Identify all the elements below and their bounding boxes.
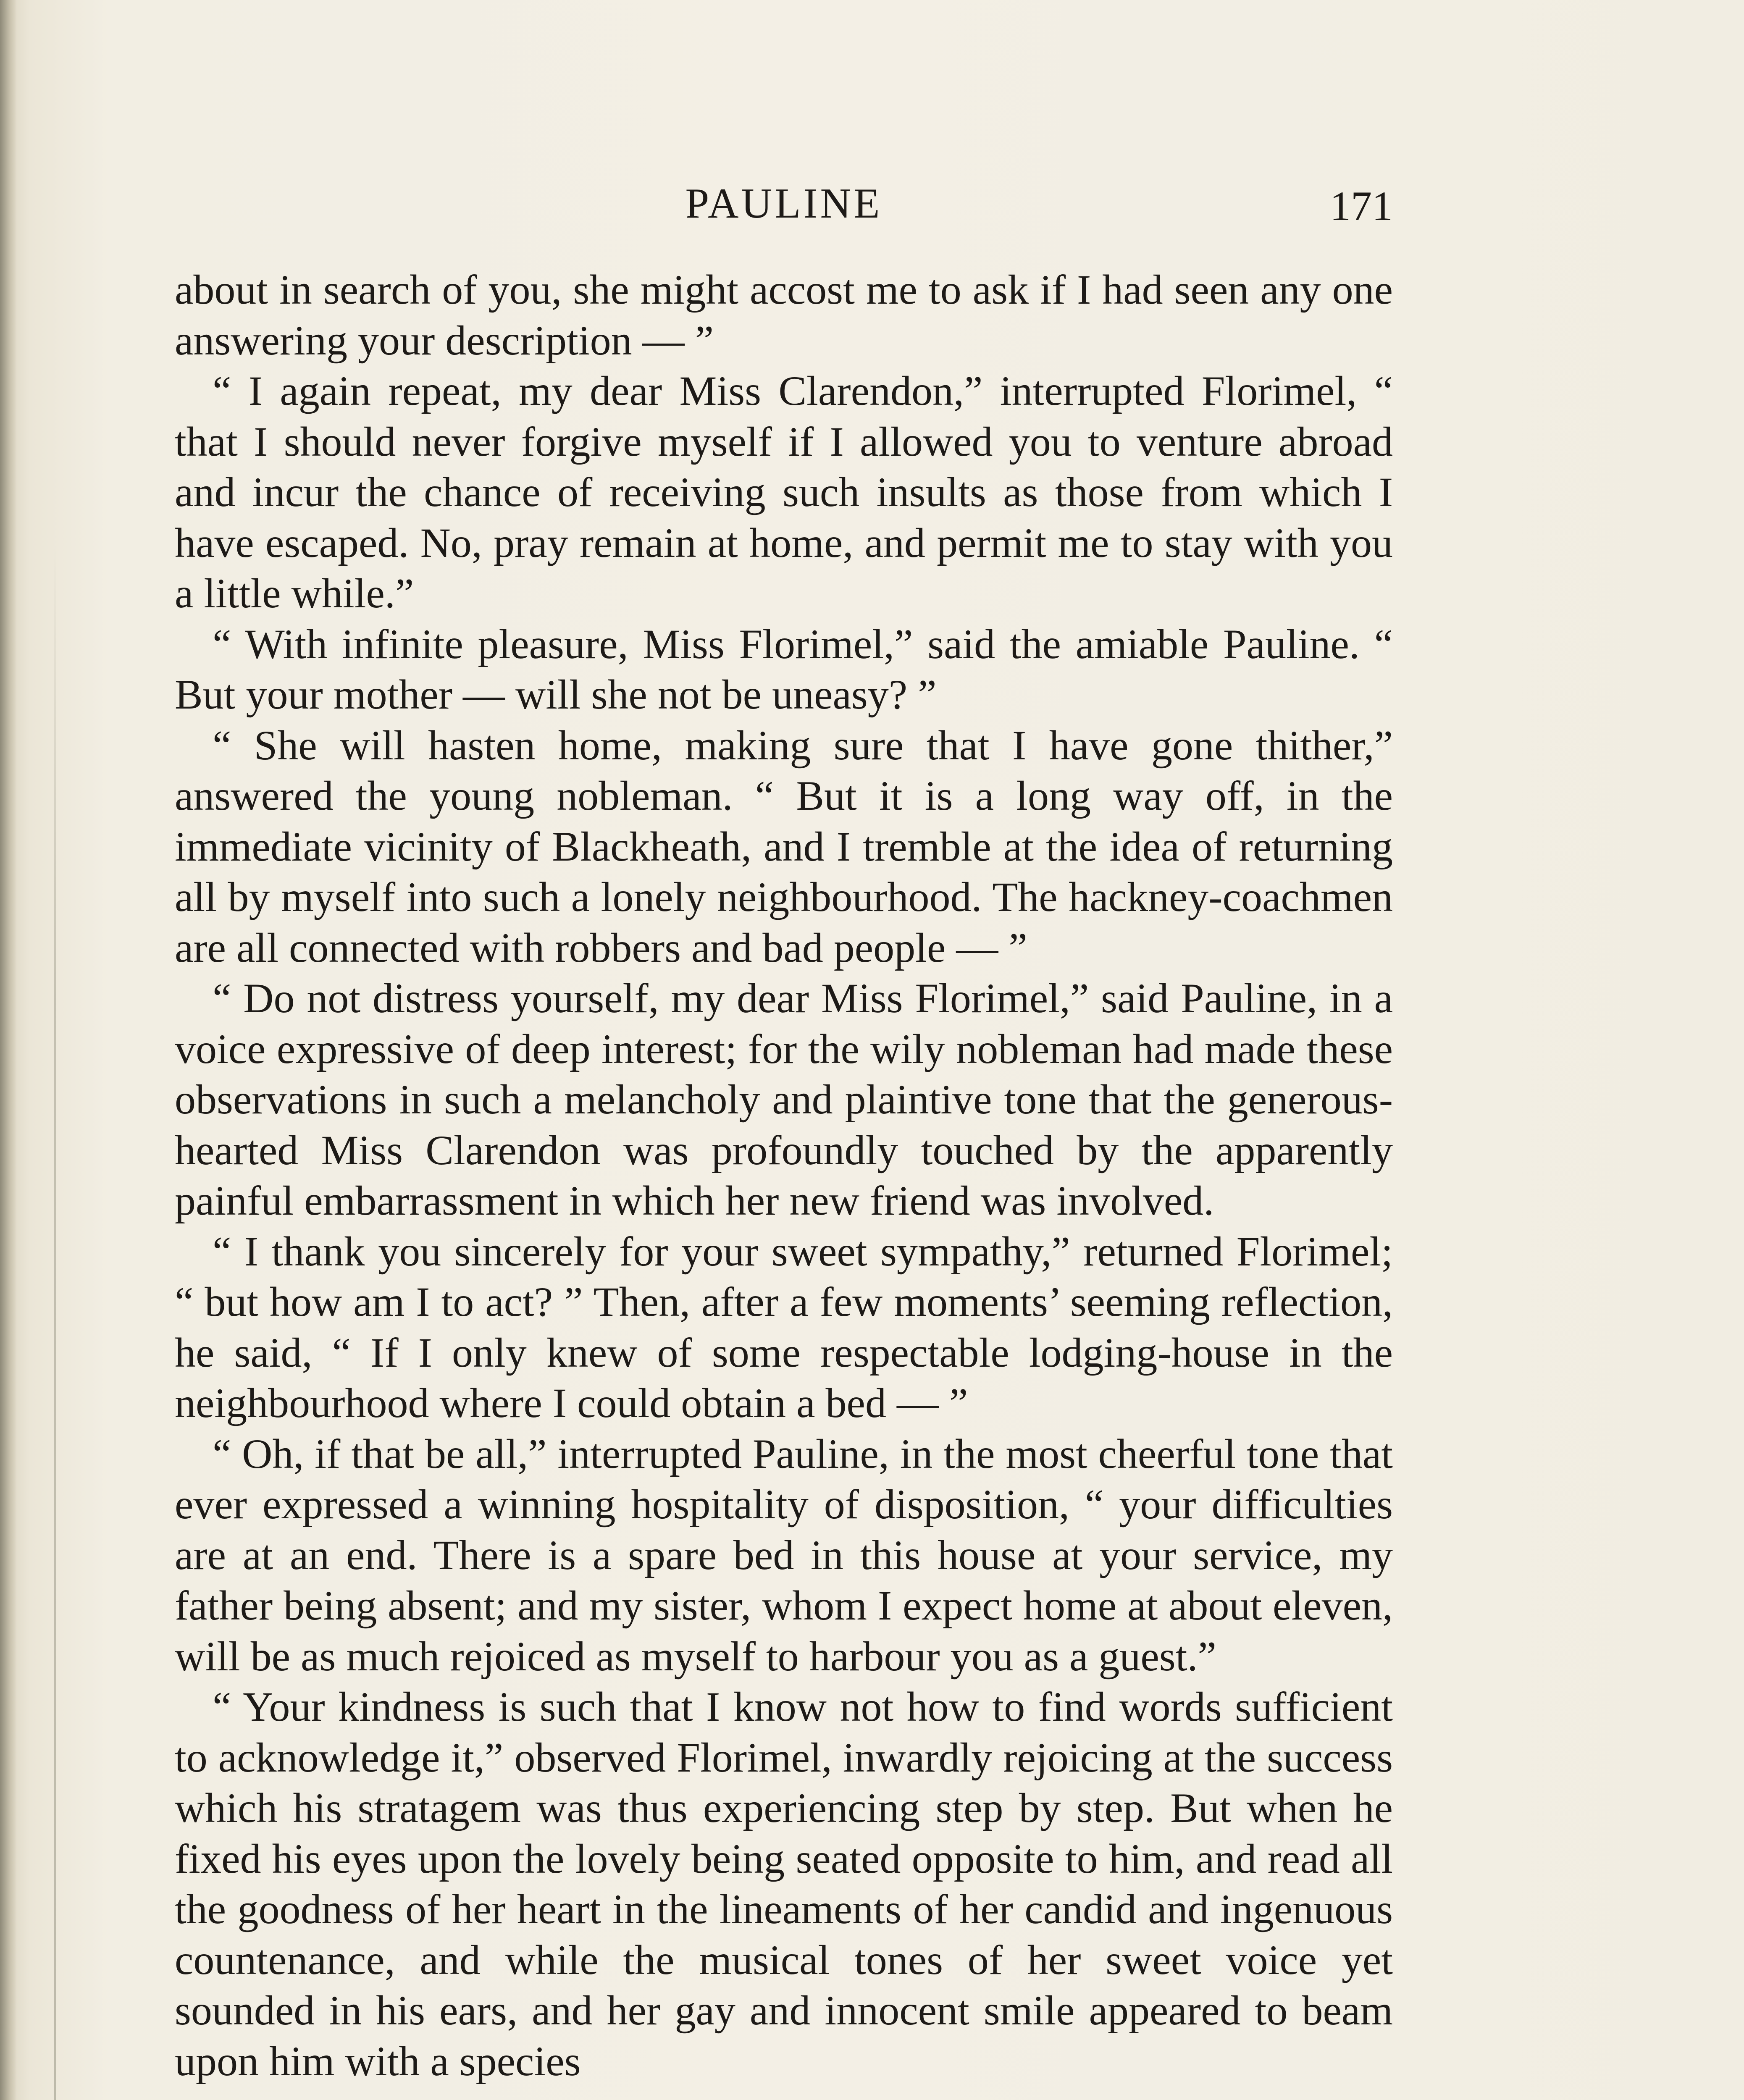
body-text [175, 265, 1393, 2087]
paragraph: “ She will hasten home, making sure that I have gone thither,” answered the young nobleman. “ But it is a long way off, in the immediate vicinity of Blackheath, and I tremble at the idea of returning all by myself into such a lonely neighbourhood. The hackney-coachmen are all connected with robbers and bad people — ” [175, 722, 1393, 971]
paragraph: “ Your kindness is such that I know not how to find words sufficient to acknowledge it,” observed Florimel, inwardly rejoicing at the success which his stratagem was thus experiencing step by step. But when he fixed his eyes upon the lovely being seated opposite to him, and read all the goodness of her heart in the lineaments of her candid and ingenuous countenance, and while the musical tones of her sweet voice yet sounded in his ears, and her gay and innocent smile appeared to beam upon him with a species [175, 1683, 1393, 2084]
paragraph: “ Oh, if that be all,” interrupted Pauline, in the most cheerful tone that ever expressed a winning hospitality of disposition, “ your difficulties are at an end. There is a spare bed in this house at your service, my father being absent; and my sister, whom I expect home at about eleven, will be as much rejoiced as myself to harbour you as a guest.” [175, 1430, 1393, 1680]
running-head-title: PAULINE [685, 180, 883, 227]
paragraph: about in search of you, she might accost me to ask if I had seen any one answering your description — ” [175, 266, 1393, 364]
running-head [175, 170, 1393, 233]
paragraph: “ Do not distress yourself, my dear Miss Florimel,” said Pauline, in a voice expressive of deep interest; for the wily nobleman had made these observations in such a melancholy and plaintive tone that the generous-hearted Miss Clarendon was profoundly touched by the apparently painful embarrassment in which her new friend was involved. [175, 975, 1393, 1224]
paragraph: “ With infinite pleasure, Miss Florimel,” said the amiable Pauline. “ But your mother — will she not be uneasy? ” [175, 620, 1393, 718]
paragraph: “ I again repeat, my dear Miss Clarendon,” interrupted Florimel, “ that I should never forgive myself if I allowed you to venture abroad and incur the chance of receiving such insults as those from which I have escaped. No, pray remain at home, and permit me to stay with you a little while.” [175, 368, 1393, 617]
paragraph: “ I thank you sincerely for your sweet sympathy,” returned Florimel; “ but how am I to act? ” Then, after a few moments’ seeming reflection, he said, “ If I only knew of some respectable lodging-house in the neighbourhood where I could obtain a bed — ” [175, 1228, 1393, 1426]
gutter-shadow [54, 546, 56, 2100]
page-number: 171 [1330, 183, 1393, 229]
page-gutter [0, 0, 17, 2100]
